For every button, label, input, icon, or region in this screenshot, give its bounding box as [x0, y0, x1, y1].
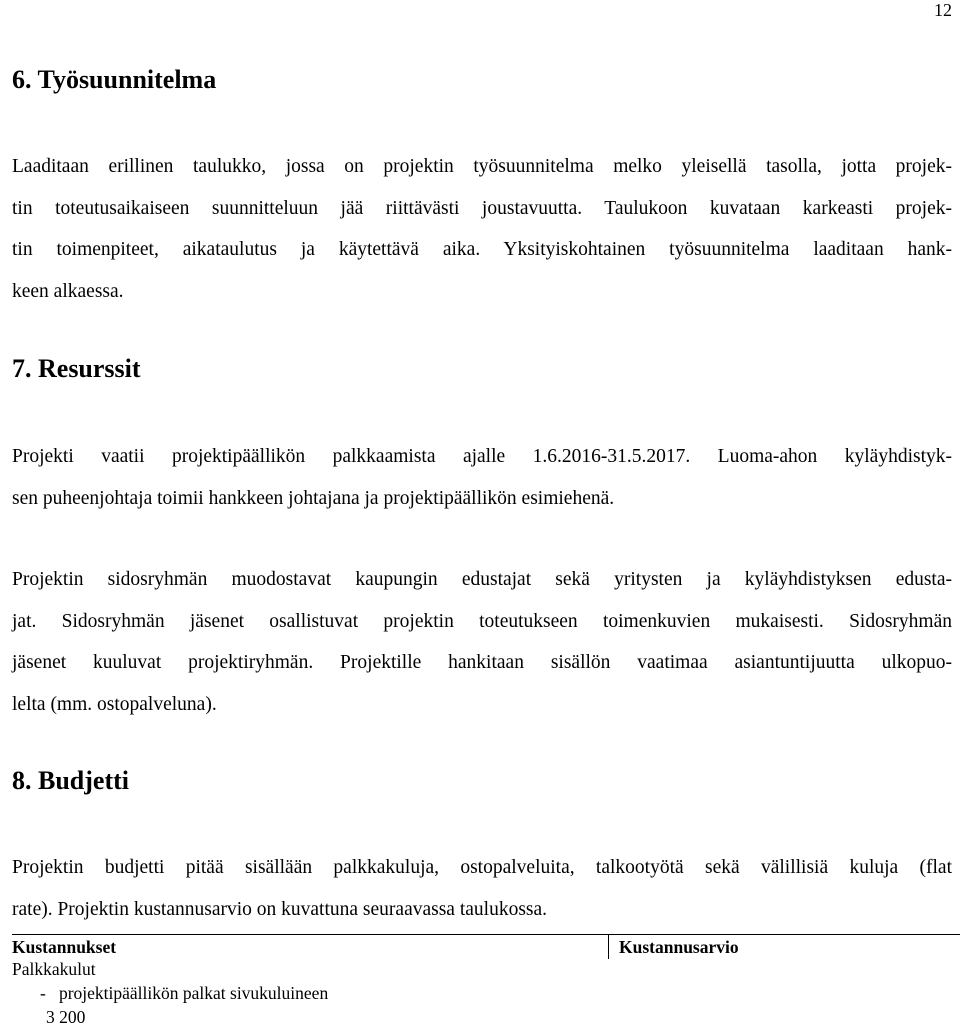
category-cell: Palkkakulut: [12, 959, 96, 979]
item-cell: - projektipäällikön palkat sivukuluineen: [40, 983, 329, 1003]
paragraph-line: Projekti vaatii projektipäällikön palkkaamista ajalle 1.6.2016-31.5.2017. Luoma-ahon kyläyhdistyk-: [12, 446, 952, 467]
header-costs: Kustannukset: [12, 935, 609, 960]
header-estimate: Kustannusarvio: [609, 935, 960, 960]
paragraph-line: tin toimenpiteet, aikataulutus ja käytettävä aika. Yksityiskohtainen työsuunnitelma laaditaan hank-: [12, 239, 952, 260]
paragraph-line: Projektin sidosryhmän muodostavat kaupungin edustajat sekä yritysten ja kyläyhdistyksen edusta-: [12, 569, 952, 590]
table-row: [12, 1007, 960, 1031]
paragraph-line: keen alkaessa.: [12, 280, 124, 302]
paragraph-line: tin toteutusaikaiseen suunnitteluun jää riittävästi joustavuutta. Taulukoon kuvataan karkeasti projek-: [12, 197, 952, 219]
section-7-heading: 7. Resurssit: [12, 354, 141, 383]
paragraph-line: sen puheenjohtaja toimii hankkeen johtajana ja projektipäällikön esimiehenä.: [12, 487, 615, 509]
paragraph-line: jat. Sidosryhmän jäsenet osallistuvat projektin toteutukseen toimenkuvien mukaisesti. Sidosryhmän: [12, 610, 952, 632]
paragraph-line: Laaditaan erillinen taulukko, jossa on projektin työsuunnitelma melko yleisellä tasolla, jotta projek-: [12, 156, 952, 177]
table-header-row: [12, 935, 960, 960]
table-row: [12, 959, 960, 983]
paragraph-line: Projektin budjetti pitää sisällään palkkakuluja, ostopalveluita, talkootyötä sekä välillisiä kuluja (flat: [12, 857, 952, 878]
paragraph-line: lelta (mm. ostopalveluna).: [12, 693, 217, 715]
page-number: 12: [934, 0, 952, 20]
table-row: [12, 983, 960, 1007]
section-6-paragraph: [12, 146, 952, 312]
budget-table: [12, 934, 960, 1031]
section-6-heading: 6. Työsuunnitelma: [12, 65, 217, 94]
section-7-paragraph-1: [12, 436, 952, 519]
section-8-heading: 8. Budjetti: [12, 766, 129, 795]
section-7-paragraph-2: [12, 559, 952, 725]
paragraph-line: jäsenet kuuluvat projektiryhmän. Projektille hankitaan sisällön vaatimaa asiantuntijuutta ulkopuo-: [12, 652, 952, 673]
section-8-paragraph: [12, 847, 952, 930]
amount-cell: 3 200: [46, 1007, 86, 1027]
paragraph-line: rate). Projektin kustannusarvio on kuvattuna seuraavassa taulukossa.: [12, 898, 548, 920]
